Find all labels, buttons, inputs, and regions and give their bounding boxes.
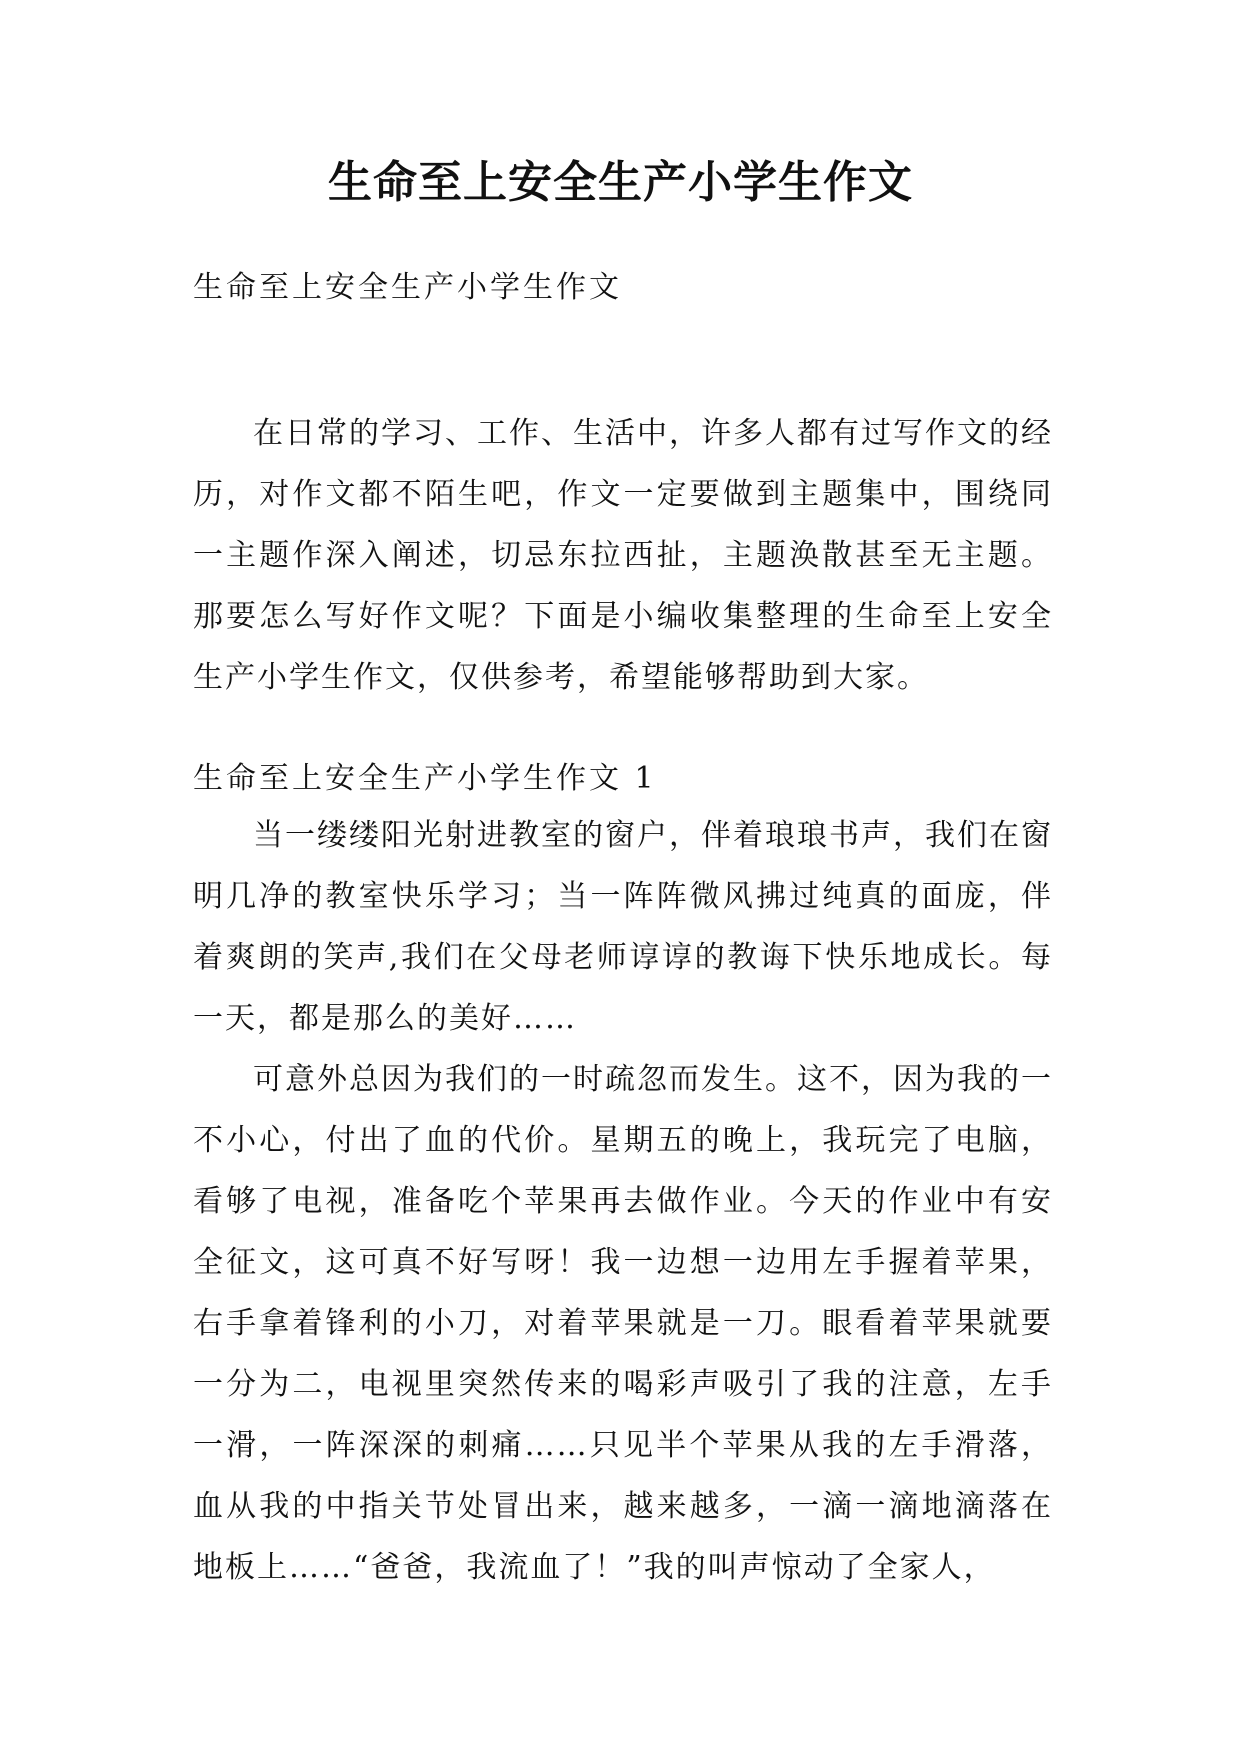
intro-paragraph: 在日常的学习、工作、生活中，许多人都有过写作文的经历，对作文都不陌生吧，作文一定要做到主题集中，围绕同一主题作深入阐述，切忌东拉西扯，主题涣散甚至无主题。那要怎么写好作文呢？下面是小编收集整理的生命至上安全生产小学生作文，仅供参考，希望能够帮助到大家。 — [193, 416, 1053, 695]
intro-section — [193, 403, 1053, 708]
document-title: 生命至上安全生产小学生作文 — [328, 157, 913, 208]
essay-paragraph-2: 可意外总因为我们的一时疏忽而发生。这不，因为我的一不小心，付出了血的代价。星期五的晚上，我玩完了电脑，看够了电视，准备吃个苹果再去做作业。今天的作业中有安全征文，这可真不好写呀！我一边想一边用左手握着苹果，右手拿着锋利的小刀，对着苹果就是一刀。眼看着苹果就要一分为二，电视里突然传来的喝彩声吸引了我的注意，左手一滑，一阵深深的刺痛……只见半个苹果从我的左手滑落，血从我的中指关节处冒出来，越来越多，一滴一滴地滴落在地板上……“爸爸，我流血了！”我的叫声惊动了全家人， — [193, 1062, 1053, 1585]
section-heading: 生命至上安全生产小学生作文 1 — [193, 761, 657, 796]
essay-section — [193, 805, 1053, 1598]
essay-paragraph-1: 当一缕缕阳光射进教室的窗户，伴着琅琅书声，我们在窗明几净的教室快乐学习；当一阵阵微风拂过纯真的面庞，伴着爽朗的笑声,我们在父母老师谆谆的教诲下快乐地成长。每一天，都是那么的美好…… — [193, 818, 1053, 1036]
document-subtitle: 生命至上安全生产小学生作文 — [193, 270, 622, 305]
